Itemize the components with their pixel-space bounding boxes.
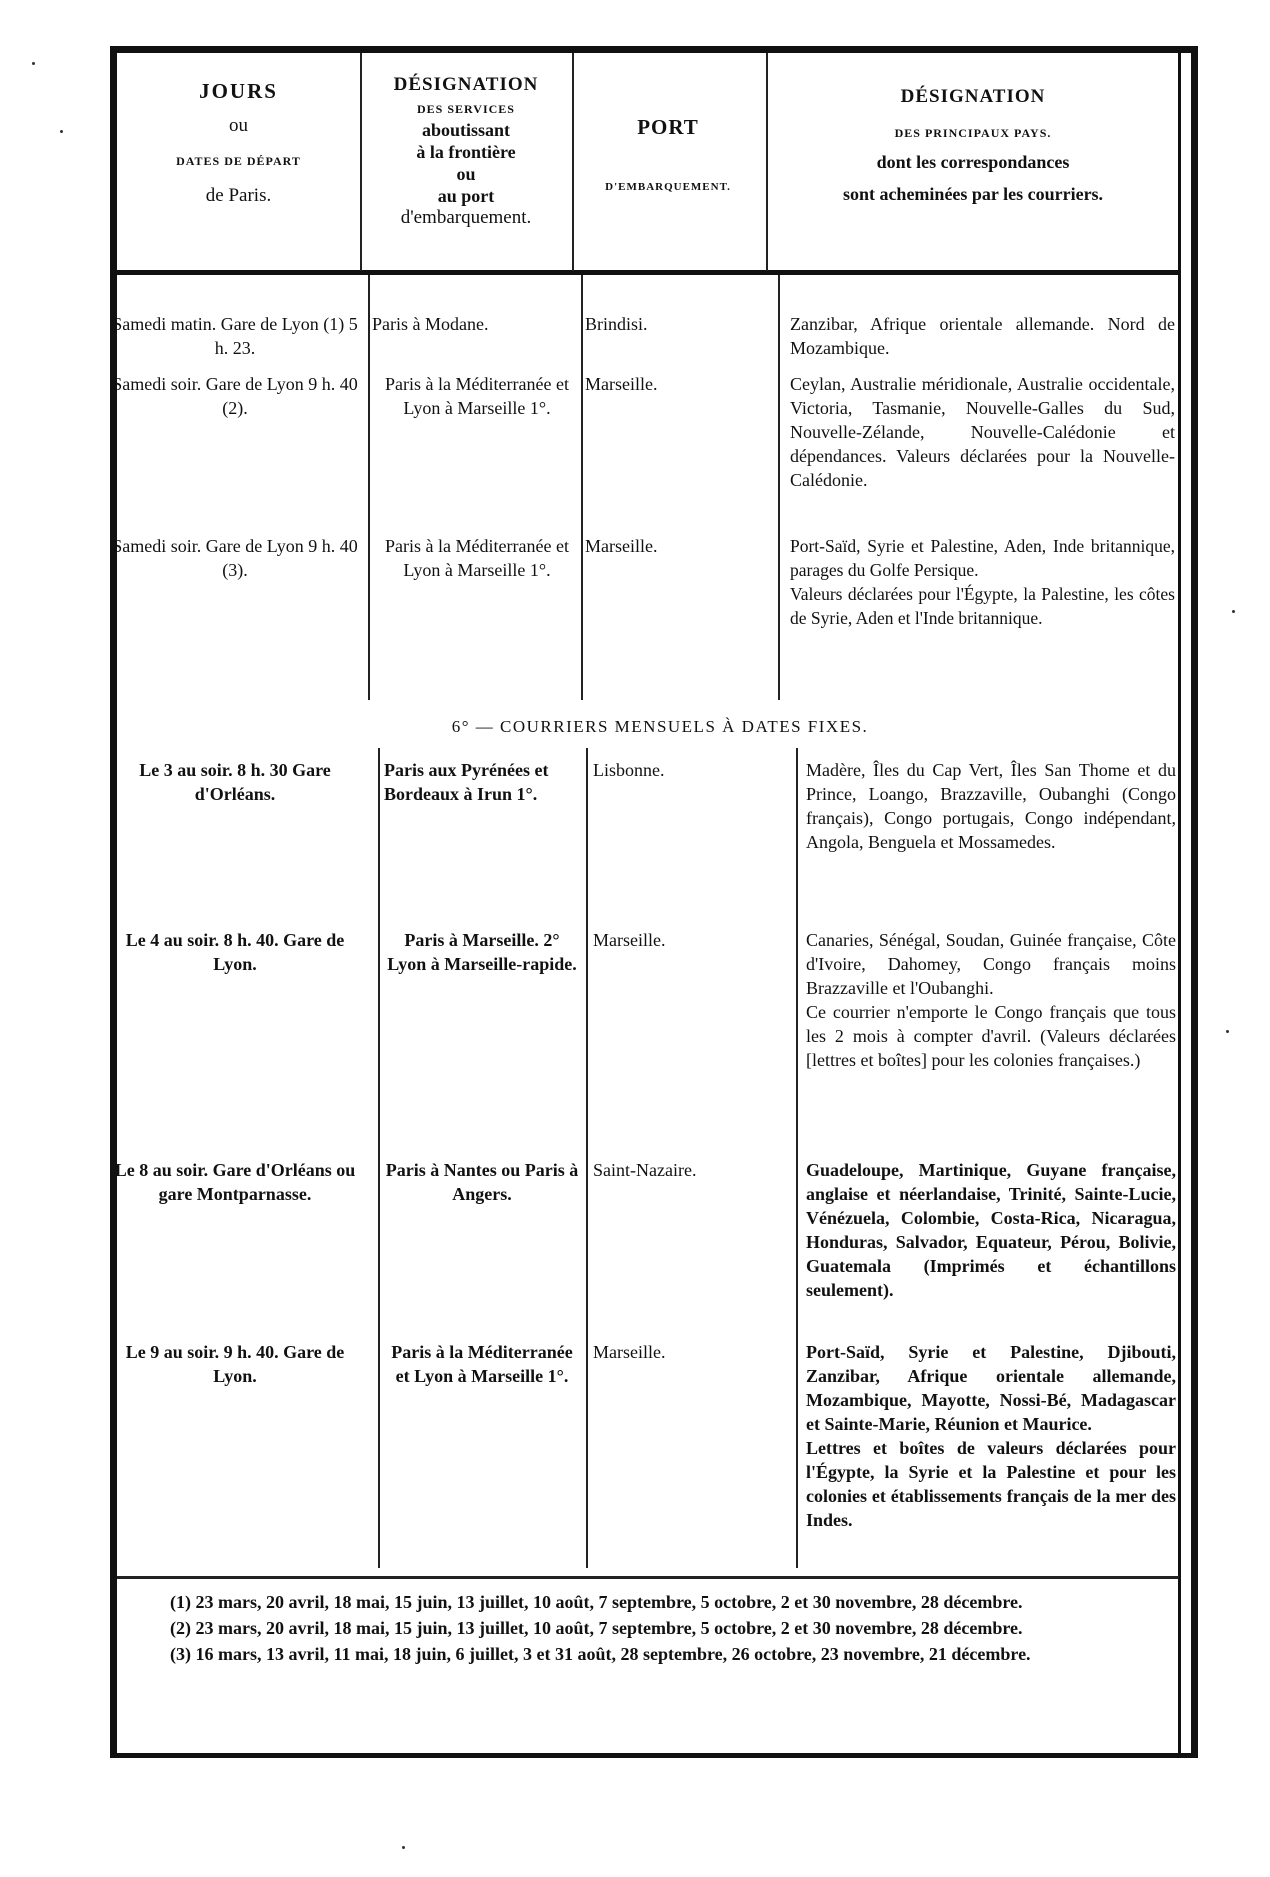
row5-port: Marseille. <box>593 930 666 950</box>
row4-countries <box>806 758 1176 854</box>
footnote-2: (2) 23 mars, 20 avril, 18 mai, 15 juin, 13 juillet, 10 août, 7 septembre, 5 octobre, 2 et 30 novembre, 28 décembre. <box>170 1618 1023 1638</box>
scan-speck <box>1232 610 1235 613</box>
header-col-days <box>117 53 360 271</box>
header-col1-line4: de Paris. <box>205 185 272 206</box>
row5-countries-p1: Canaries, Sénégal, Soudan, Guinée française, Côte d'Ivoire, Dahomey, Congo français moins Brazzaville et l'Oubanghi. <box>806 930 1176 998</box>
footnotes-rule <box>117 1576 1179 1579</box>
row3-port: Marseille. <box>585 536 658 556</box>
header-col4-title: DÉSIGNATION <box>900 86 1046 107</box>
frame-double-rule <box>1178 46 1181 1758</box>
scan-speck <box>32 62 35 65</box>
scan-speck <box>60 130 63 133</box>
column-divider-2a <box>581 275 583 700</box>
row7-countries-p2: Lettres et boîtes de valeurs déclarées pour l'Égypte, la Syrie et la Palestine et pour les colonies et établissements français de la mer des Indes. <box>806 1438 1176 1530</box>
row1-port: Brindisi. <box>585 314 648 334</box>
column-divider-3b <box>796 748 798 1568</box>
header-col2-line4: à la frontière <box>416 142 516 162</box>
header-col-port <box>573 53 763 271</box>
header-col1-line3: DATES DE DÉPART <box>176 154 301 168</box>
header-col4-line2: DES PRINCIPAUX PAYS. <box>894 126 1052 140</box>
row1-countries-p1: Zanzibar, Afrique orientale allemande. Nord de Mozambique. <box>790 314 1175 358</box>
footnotes <box>150 1590 1190 1668</box>
header-col2-line7: d'embarquement. <box>400 207 532 228</box>
row1-countries <box>790 312 1175 360</box>
header-rule <box>117 270 1179 275</box>
row5-countries <box>806 928 1176 1072</box>
header-divider-2 <box>572 53 574 271</box>
row6-countries-p1: Guadeloupe, Martinique, Guyane française, anglaise et néerlandaise, Trinité, Sainte-Lucie, Vénézuela, Colombie, Costa-Rica, Nicaragua, Honduras, Salvador, Equateur, Pérou, Bolivie, Guatemala (Imprimés et échantillons seulement). <box>806 1160 1176 1300</box>
row7-port: Marseille. <box>593 1342 666 1362</box>
header-col3-line2: D'EMBARQUEMENT. <box>605 181 731 193</box>
row5-service: Paris à Marseille. 2° Lyon à Marseille-rapide. <box>387 930 577 974</box>
footnote-1: (1) 23 mars, 20 avril, 18 mai, 15 juin, 13 juillet, 10 août, 7 septembre, 5 octobre, 2 et 30 novembre, 28 décembre. <box>170 1592 1023 1612</box>
row5-day: Le 4 au soir. 8 h. 40. Gare de Lyon. <box>125 930 345 974</box>
row7-service: Paris à la Méditerranée et Lyon à Marseille 1°. <box>391 1342 573 1386</box>
header-col-countries <box>767 53 1179 271</box>
row6-service: Paris à Nantes ou Paris à Angers. <box>385 1160 579 1204</box>
scan-speck <box>402 1846 405 1849</box>
column-divider-1a <box>368 275 370 700</box>
header-divider-3 <box>766 53 768 271</box>
row7-countries-p1: Port-Saïd, Syrie et Palestine, Djibouti, Zanzibar, Afrique orientale allemande, Mozambique, Mayotte, Nossi-Bé, Madagascar et Sainte-Marie, Réunion et Maurice. <box>806 1342 1176 1434</box>
header-col3-title: PORT <box>637 115 699 139</box>
row6-countries <box>806 1158 1176 1302</box>
row3-service: Paris à la Méditerranée et Lyon à Marseille 1°. <box>385 536 569 580</box>
row3-countries-p1: Port-Saïd, Syrie et Palestine, Aden, Inde britannique, parages du Golfe Persique. <box>790 536 1175 580</box>
row4-service: Paris aux Pyrénées et Bordeaux à Irun 1°. <box>384 760 549 804</box>
header-divider-1 <box>360 53 362 271</box>
section-title: 6° — COURRIERS MENSUELS À DATES FIXES. <box>451 717 869 736</box>
header-col2-line2: DES SERVICES <box>417 102 515 116</box>
row5-countries-p2: Ce courrier n'emporte le Congo français que tous les 2 mois à compter d'avril. (Valeurs déclarées [lettres et boîtes] pour les colonies françaises.) <box>806 1002 1176 1070</box>
header-col-service <box>362 53 570 271</box>
row2-service: Paris à la Méditerranée et Lyon à Marseille 1°. <box>385 374 569 418</box>
row2-countries <box>790 372 1175 492</box>
header-col2-line5: ou <box>456 164 476 184</box>
row7-countries <box>806 1340 1176 1532</box>
header-col4-line3: dont les correspondances <box>876 152 1070 172</box>
row4-day: Le 3 au soir. 8 h. 30 Gare d'Orléans. <box>139 760 331 804</box>
header-col2-line6: au port <box>437 186 495 206</box>
footnote-3: (3) 16 mars, 13 avril, 11 mai, 18 juin, 6 juillet, 3 et 31 août, 28 septembre, 26 octobre, 23 novembre, 21 décembre. <box>170 1644 1031 1664</box>
row3-countries <box>790 534 1175 630</box>
row6-port: Saint-Nazaire. <box>593 1160 697 1180</box>
row2-port: Marseille. <box>585 374 658 394</box>
row7-day: Le 9 au soir. 9 h. 40. Gare de Lyon. <box>125 1342 345 1386</box>
scan-speck <box>1226 1030 1229 1033</box>
column-divider-3a <box>778 275 780 700</box>
header-col2-title: DÉSIGNATION <box>393 74 539 95</box>
row2-day: Samedi soir. Gare de Lyon 9 h. 40 (2). <box>112 374 358 418</box>
row4-port: Lisbonne. <box>593 760 665 780</box>
header-col1-title: JOURS <box>199 79 278 103</box>
row1-service: Paris à Modane. <box>372 314 489 334</box>
column-divider-2b <box>586 748 588 1568</box>
row6-day: Le 8 au soir. Gare d'Orléans ou gare Montparnasse. <box>114 1160 356 1204</box>
header-col2-line3: aboutissant <box>421 120 511 140</box>
row3-day: Samedi soir. Gare de Lyon 9 h. 40 (3). <box>112 536 358 580</box>
column-divider-1b <box>378 748 380 1568</box>
row2-countries-p1: Ceylan, Australie méridionale, Australie occidentale, Victoria, Tasmanie, Nouvelle-Galles du Sud, Nouvelle-Zélande, Nouvelle-Calédonie et dépendances. Valeurs déclarées pour la Nouvelle-Calédonie. <box>790 374 1175 490</box>
row1-day: Samedi matin. Gare de Lyon (1) 5 h. 23. <box>112 314 358 358</box>
row4-countries-p1: Madère, Îles du Cap Vert, Îles San Thome et du Prince, Loango, Brazzaville, Oubanghi (Congo français), Congo portugais, Congo indépendant, Angola, Benguela et Mossamedes. <box>806 760 1176 852</box>
row3-countries-p2: Valeurs déclarées pour l'Égypte, la Palestine, les côtes de Syrie, Aden et l'Inde britannique. <box>790 584 1175 628</box>
table-header <box>117 53 1179 271</box>
header-col4-line4: sont acheminées par les courriers. <box>842 184 1104 204</box>
header-col1-line2: ou <box>229 115 248 136</box>
